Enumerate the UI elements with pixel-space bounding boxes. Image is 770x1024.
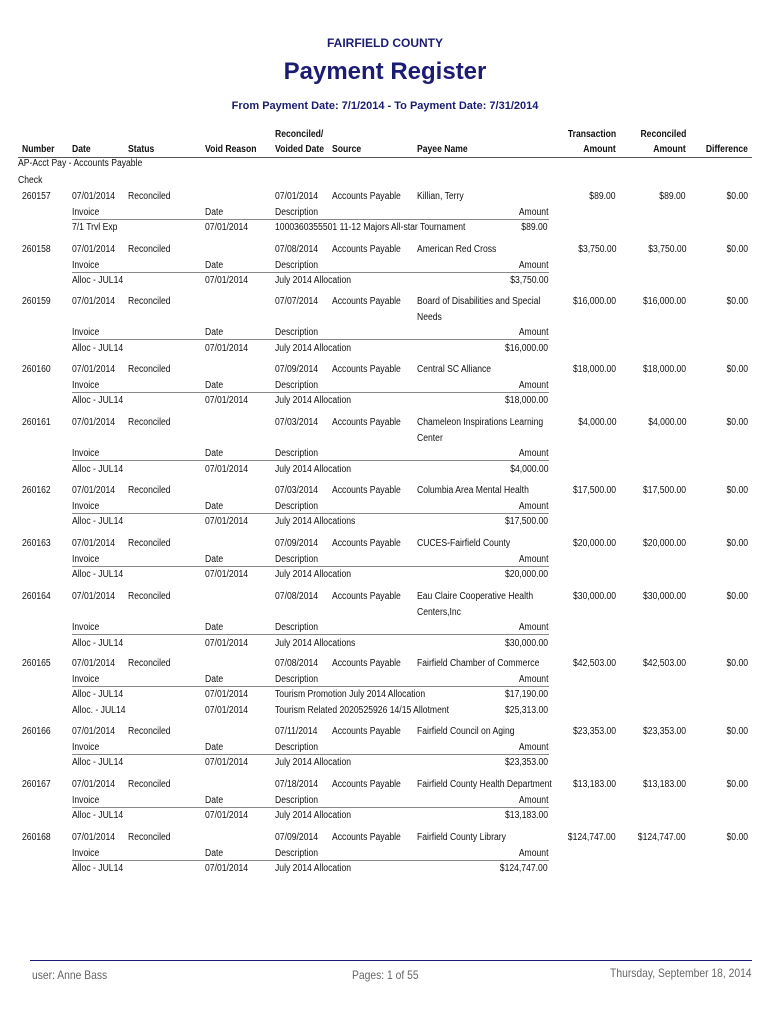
invoice-date-label: Date — [205, 327, 224, 338]
check-status: Reconciled — [128, 244, 171, 255]
invoice-description: July 2014 Allocations — [275, 637, 356, 649]
reconciled-amount: $3,750.00 — [647, 244, 686, 255]
reconciled-amount: $16,000.00 — [642, 296, 686, 307]
invoice-date-label: Date — [205, 206, 224, 218]
invoice-amount: $25,313.00 — [504, 704, 548, 716]
invoice-date: 07/01/2014 — [205, 516, 249, 527]
invoice-date-label: Date — [205, 847, 224, 859]
check-date: 07/01/2014 — [72, 296, 116, 307]
transaction-amount: $30,000.00 — [572, 591, 616, 602]
check-source: Accounts Payable — [332, 296, 401, 307]
check-number: 260167 — [22, 779, 51, 790]
check-status: Reconciled — [128, 191, 171, 202]
invoice-label: Invoice — [72, 327, 100, 338]
payee-name: Board of Disabilities and Special — [417, 296, 541, 307]
description-label: Description — [275, 553, 319, 565]
check-status: Reconciled — [128, 658, 171, 669]
check-source: Accounts Payable — [332, 538, 401, 549]
invoice-date-label: Date — [205, 500, 224, 512]
invoice-amount: $18,000.00 — [504, 395, 548, 406]
reconciled-date: 07/01/2014 — [275, 191, 319, 202]
invoice-header-rule — [72, 754, 549, 755]
check-status: Reconciled — [128, 591, 171, 602]
reconciled-date: 07/08/2014 — [275, 658, 319, 669]
check-number: 260158 — [22, 244, 51, 255]
col-difference: Difference — [705, 144, 748, 155]
description-label: Description — [275, 622, 319, 633]
description-label: Description — [275, 206, 319, 218]
payee-name: Fairfield Chamber of Commerce — [417, 658, 540, 669]
invoice-description: July 2014 Allocation — [275, 810, 352, 821]
description-label: Description — [275, 794, 319, 806]
invoice-id: Alloc. - JUL14 — [72, 704, 126, 716]
county-name: FAIRFIELD COUNTY — [327, 36, 443, 50]
reconciled-date: 07/11/2014 — [275, 726, 318, 737]
difference-amount: $0.00 — [726, 296, 748, 307]
reconciled-amount: $18,000.00 — [642, 364, 686, 375]
payee-name: Needs — [417, 311, 442, 323]
payee-name: Fairfield County Health Department — [417, 779, 552, 790]
invoice-label: Invoice — [72, 553, 100, 565]
invoice-description: July 2014 Allocation — [275, 757, 352, 768]
difference-amount: $0.00 — [726, 485, 748, 496]
check-source: Accounts Payable — [332, 832, 401, 843]
difference-amount: $0.00 — [726, 364, 748, 375]
reconciled-date: 07/03/2014 — [275, 485, 319, 496]
description-label: Description — [275, 379, 319, 391]
check-number: 260160 — [22, 364, 51, 375]
payee-name: Columbia Area Mental Health — [417, 485, 529, 496]
amount-label: Amount — [518, 448, 548, 459]
invoice-date-label: Date — [205, 553, 224, 565]
invoice-label: Invoice — [72, 622, 100, 633]
invoice-date-label: Date — [205, 741, 224, 753]
description-label: Description — [275, 673, 319, 685]
invoice-id: Alloc - JUL14 — [72, 637, 124, 649]
invoice-label: Invoice — [72, 379, 100, 391]
col-reconciled-amount: Amount — [653, 144, 686, 155]
check-source: Accounts Payable — [332, 726, 401, 737]
check-source: Accounts Payable — [332, 244, 401, 255]
invoice-date: 07/01/2014 — [205, 757, 249, 768]
description-label: Description — [275, 259, 319, 271]
invoice-amount: $13,183.00 — [504, 810, 548, 821]
description-label: Description — [275, 847, 319, 859]
payee-name: Fairfield Council on Aging — [417, 726, 515, 737]
reconciled-date: 07/03/2014 — [275, 417, 319, 428]
description-label: Description — [275, 448, 319, 459]
check-status: Reconciled — [128, 538, 171, 549]
invoice-label: Invoice — [72, 673, 100, 685]
amount-label: Amount — [518, 673, 548, 685]
check-date: 07/01/2014 — [72, 538, 116, 549]
check-date: 07/01/2014 — [72, 726, 116, 737]
footer-user: user: Anne Bass — [32, 968, 108, 982]
payee-name: Fairfield County Library — [417, 832, 506, 843]
reconciled-amount: $124,747.00 — [638, 832, 686, 843]
transaction-amount: $3,750.00 — [577, 244, 616, 255]
amount-label: Amount — [518, 847, 548, 859]
invoice-date: 07/01/2014 — [205, 222, 249, 233]
check-date: 07/01/2014 — [72, 364, 116, 375]
invoice-date: 07/01/2014 — [205, 463, 249, 475]
check-number: 260159 — [22, 296, 51, 307]
footer-rule — [30, 960, 752, 961]
col-status: Status — [128, 144, 155, 155]
invoice-amount: $16,000.00 — [504, 342, 548, 354]
invoice-description: July 2014 Allocation — [275, 863, 352, 874]
reconciled-amount: $4,000.00 — [647, 417, 686, 428]
invoice-id: Alloc - JUL14 — [72, 689, 124, 700]
payee-name: Eau Claire Cooperative Health — [417, 591, 534, 602]
invoice-id: Alloc - JUL14 — [72, 863, 124, 874]
check-number: 260162 — [22, 485, 51, 496]
reconciled-date: 07/07/2014 — [275, 296, 319, 307]
date-range: From Payment Date: 7/1/2014 - To Payment Date: 7/31/2014 — [231, 100, 539, 112]
invoice-id: Alloc - JUL14 — [72, 463, 124, 475]
invoice-description: July 2014 Allocation — [275, 275, 352, 286]
check-status: Reconciled — [128, 779, 171, 790]
invoice-header-rule — [72, 860, 549, 861]
difference-amount: $0.00 — [726, 726, 748, 737]
reconciled-amount: $42,503.00 — [642, 658, 686, 669]
invoice-amount: $20,000.00 — [504, 569, 548, 580]
check-source: Accounts Payable — [332, 191, 401, 202]
payee-name: Killian, Terry — [417, 191, 464, 202]
reconciled-date: 07/18/2014 — [275, 779, 319, 790]
invoice-id: Alloc - JUL14 — [72, 569, 124, 580]
amount-label: Amount — [518, 327, 548, 338]
payee-name: Centers,Inc — [417, 606, 461, 618]
invoice-header-rule — [72, 219, 549, 220]
payee-name: CUCES-Fairfield County — [417, 538, 511, 549]
transaction-amount: $18,000.00 — [572, 364, 616, 375]
invoice-date-label: Date — [205, 259, 224, 271]
check-number: 260161 — [22, 417, 51, 428]
check-date: 07/01/2014 — [72, 591, 116, 602]
invoice-date: 07/01/2014 — [205, 704, 249, 716]
description-label: Description — [275, 741, 319, 753]
invoice-description: Tourism Related 2020525926 14/15 Allotment — [275, 704, 450, 716]
invoice-date-label: Date — [205, 622, 224, 633]
account-group-label: AP-Acct Pay - Accounts Payable — [18, 158, 143, 169]
invoice-date: 07/01/2014 — [205, 342, 249, 354]
check-date: 07/01/2014 — [72, 417, 116, 428]
difference-amount: $0.00 — [726, 191, 748, 202]
invoice-date-label: Date — [205, 379, 224, 391]
invoice-description: July 2014 Allocation — [275, 463, 352, 475]
transaction-amount: $42,503.00 — [572, 658, 616, 669]
difference-amount: $0.00 — [726, 591, 748, 602]
invoice-header-rule — [72, 460, 549, 461]
reconciled-date: 07/08/2014 — [275, 591, 319, 602]
col-payee: Payee Name — [417, 144, 468, 155]
invoice-amount: $4,000.00 — [509, 463, 548, 475]
invoice-header-rule — [72, 392, 549, 393]
invoice-description: 1000360355501 11-12 Majors All-star Tournament — [275, 222, 466, 233]
transaction-amount: $4,000.00 — [577, 417, 616, 428]
difference-amount: $0.00 — [726, 244, 748, 255]
check-type-label: Check — [18, 175, 43, 186]
description-label: Description — [275, 500, 319, 512]
transaction-amount: $89.00 — [589, 191, 616, 202]
invoice-label: Invoice — [72, 259, 100, 271]
invoice-date: 07/01/2014 — [205, 275, 249, 286]
report-title: Payment Register — [283, 58, 487, 85]
payee-name: Central SC Alliance — [417, 364, 492, 375]
check-source: Accounts Payable — [332, 779, 401, 790]
invoice-date: 07/01/2014 — [205, 637, 249, 649]
check-date: 07/01/2014 — [72, 191, 116, 202]
check-number: 260164 — [22, 591, 51, 602]
check-date: 07/01/2014 — [72, 779, 116, 790]
invoice-date-label: Date — [205, 794, 224, 806]
invoice-description: Tourism Promotion July 2014 Allocation — [275, 689, 426, 700]
invoice-amount: $23,353.00 — [504, 757, 548, 768]
invoice-amount: $89.00 — [521, 222, 548, 233]
invoice-id: Alloc - JUL14 — [72, 395, 124, 406]
invoice-amount: $17,500.00 — [504, 516, 548, 527]
check-date: 07/01/2014 — [72, 485, 116, 496]
difference-amount: $0.00 — [726, 658, 748, 669]
check-number: 260157 — [22, 191, 51, 202]
check-source: Accounts Payable — [332, 658, 401, 669]
col-voided-date: Voided Date — [275, 144, 325, 155]
invoice-amount: $3,750.00 — [509, 275, 548, 286]
reconciled-amount: $20,000.00 — [642, 538, 686, 549]
check-number: 260166 — [22, 726, 51, 737]
amount-label: Amount — [518, 500, 548, 512]
invoice-id: Alloc - JUL14 — [72, 275, 124, 286]
transaction-amount: $124,747.00 — [568, 832, 616, 843]
amount-label: Amount — [518, 379, 548, 391]
invoice-date-label: Date — [205, 673, 224, 685]
check-status: Reconciled — [128, 485, 171, 496]
invoice-date: 07/01/2014 — [205, 689, 249, 700]
invoice-id: 7/1 Trvl Exp — [72, 222, 118, 233]
transaction-amount: $17,500.00 — [572, 485, 616, 496]
invoice-date-label: Date — [205, 448, 224, 459]
col-void-reason: Void Reason — [205, 144, 257, 155]
amount-label: Amount — [518, 553, 548, 565]
check-status: Reconciled — [128, 832, 171, 843]
col-number: Number — [22, 144, 55, 155]
col-transaction-amount: Amount — [583, 144, 616, 155]
invoice-label: Invoice — [72, 448, 100, 459]
check-number: 260165 — [22, 658, 51, 669]
col-reconciled-amt-top: Reconciled — [640, 129, 686, 140]
check-source: Accounts Payable — [332, 417, 401, 428]
amount-label: Amount — [518, 741, 548, 753]
amount-label: Amount — [518, 622, 548, 633]
invoice-description: July 2014 Allocations — [275, 516, 356, 527]
difference-amount: $0.00 — [726, 538, 748, 549]
invoice-description: July 2014 Allocation — [275, 569, 352, 580]
invoice-id: Alloc - JUL14 — [72, 516, 124, 527]
check-source: Accounts Payable — [332, 485, 401, 496]
invoice-amount: $17,190.00 — [504, 689, 548, 700]
invoice-label: Invoice — [72, 206, 100, 218]
invoice-label: Invoice — [72, 741, 100, 753]
reconciled-amount: $17,500.00 — [642, 485, 686, 496]
check-number: 260163 — [22, 538, 51, 549]
invoice-date: 07/01/2014 — [205, 569, 249, 580]
invoice-date: 07/01/2014 — [205, 810, 249, 821]
payee-name: American Red Cross — [417, 244, 497, 255]
invoice-date: 07/01/2014 — [205, 863, 249, 874]
footer-pages: Pages: 1 of 55 — [352, 968, 419, 982]
description-label: Description — [275, 327, 319, 338]
difference-amount: $0.00 — [726, 779, 748, 790]
amount-label: Amount — [518, 206, 548, 218]
check-date: 07/01/2014 — [72, 244, 116, 255]
reconciled-amount: $13,183.00 — [642, 779, 686, 790]
check-status: Reconciled — [128, 417, 171, 428]
invoice-header-rule — [72, 566, 549, 567]
payee-name: Center — [417, 432, 443, 444]
invoice-id: Alloc - JUL14 — [72, 757, 124, 768]
check-status: Reconciled — [128, 364, 171, 375]
invoice-amount: $124,747.00 — [500, 863, 548, 874]
invoice-header-rule — [72, 807, 549, 808]
check-source: Accounts Payable — [332, 364, 401, 375]
invoice-header-rule — [72, 686, 549, 687]
check-number: 260168 — [22, 832, 51, 843]
reconciled-amount: $89.00 — [659, 191, 686, 202]
reconciled-date: 07/08/2014 — [275, 244, 319, 255]
reconciled-amount: $23,353.00 — [642, 726, 686, 737]
invoice-id: Alloc - JUL14 — [72, 342, 124, 354]
transaction-amount: $23,353.00 — [572, 726, 616, 737]
footer-date: Thursday, September 18, 2014 — [610, 966, 752, 980]
reconciled-date: 07/09/2014 — [275, 538, 319, 549]
reconciled-date: 07/09/2014 — [275, 364, 319, 375]
invoice-id: Alloc - JUL14 — [72, 810, 124, 821]
transaction-amount: $20,000.00 — [572, 538, 616, 549]
col-reconciled-top: Reconciled/ — [275, 129, 324, 140]
col-source: Source — [332, 144, 362, 155]
invoice-label: Invoice — [72, 794, 100, 806]
invoice-amount: $30,000.00 — [504, 637, 548, 649]
invoice-description: July 2014 Allocation — [275, 395, 352, 406]
invoice-header-rule — [72, 513, 549, 514]
reconciled-date: 07/09/2014 — [275, 832, 319, 843]
amount-label: Amount — [518, 259, 548, 271]
amount-label: Amount — [518, 794, 548, 806]
invoice-header-rule — [72, 634, 549, 635]
invoice-label: Invoice — [72, 847, 100, 859]
difference-amount: $0.00 — [726, 832, 748, 843]
check-status: Reconciled — [128, 296, 171, 307]
check-date: 07/01/2014 — [72, 658, 116, 669]
reconciled-amount: $30,000.00 — [642, 591, 686, 602]
payee-name: Chameleon Inspirations Learning — [417, 417, 544, 428]
col-date: Date — [72, 144, 91, 155]
invoice-date: 07/01/2014 — [205, 395, 249, 406]
difference-amount: $0.00 — [726, 417, 748, 428]
check-date: 07/01/2014 — [72, 832, 116, 843]
transaction-amount: $16,000.00 — [572, 296, 616, 307]
invoice-description: July 2014 Allocation — [275, 342, 352, 354]
check-status: Reconciled — [128, 726, 171, 737]
invoice-header-rule — [72, 272, 549, 273]
invoice-header-rule — [72, 339, 549, 340]
invoice-label: Invoice — [72, 500, 100, 512]
col-transaction-top: Transaction — [567, 129, 616, 140]
transaction-amount: $13,183.00 — [572, 779, 616, 790]
check-source: Accounts Payable — [332, 591, 401, 602]
